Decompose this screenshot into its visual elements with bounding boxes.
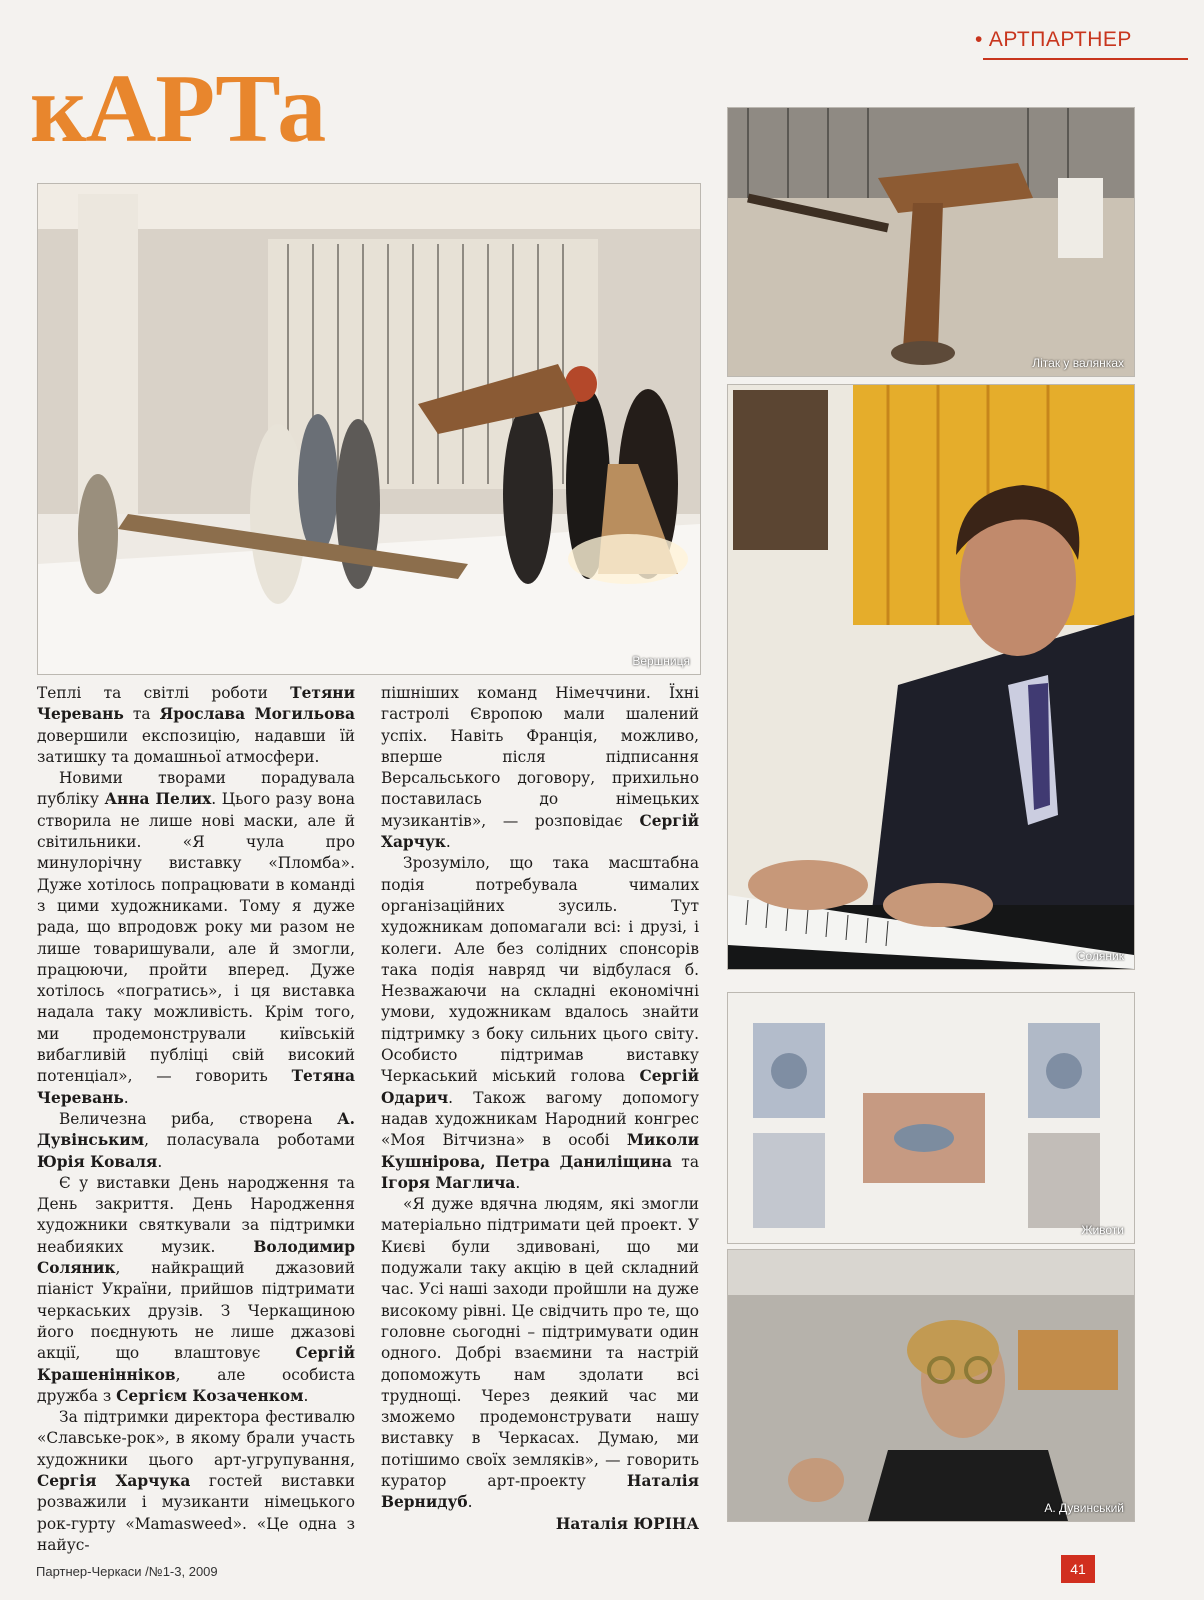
- article-paragraph: [37, 1109, 355, 1173]
- section-label: АРТПАРТНЕР: [988, 28, 1132, 51]
- photo-pianist: [727, 384, 1135, 970]
- photo-main-gallery: [37, 183, 701, 675]
- photo-airplane: [727, 107, 1135, 377]
- paragraph-text: За підтримки директора фестивалю «Славське-рок», в якому брали участь художники цього арт-угрупування,: [37, 1408, 355, 1469]
- article-paragraph: [381, 1194, 699, 1513]
- paragraph-text: . Цього разу вона створила не лише нові маски, але й світильники. «Я чула про минулорічну виставку «Пломба». Дуже хотілось попрацювати в команді з цими художниками. Тому я дуже рада, що впродовж року ми разом не лише товаришували, але й змогли, працюючи, пройти вперед. Дуже хотілось «погратись», і ця виставка надала таку можливість. Крім того, ми продемонстрували київській вибагливій публіці свій високий потенціал», — говорить: [37, 790, 355, 1086]
- photo-artist: [727, 1249, 1135, 1522]
- section-tag: • АРТПАРТНЕР: [975, 28, 1132, 51]
- person-name: Сергій Крашенінніков: [37, 1344, 355, 1384]
- article-paragraph: [37, 683, 355, 768]
- paragraph-text: Величезна риба, створена: [59, 1109, 338, 1128]
- photo-caption: Вершниця: [632, 654, 690, 668]
- artist-portrait-illustration: [728, 1250, 1134, 1521]
- article-paragraph: [37, 1407, 355, 1556]
- person-name: Анна Пелих: [104, 790, 212, 809]
- article-column-1: [37, 683, 355, 1556]
- person-name: Тетяна Черевань: [37, 1067, 355, 1107]
- section-rule: [983, 58, 1188, 60]
- person-name: Сергієм Козаченком: [116, 1386, 304, 1405]
- bellies-artworks-illustration: [728, 993, 1134, 1243]
- paragraph-text: . Також вагому допомогу надав художникам Народний конгрес «Моя Вітчизна» в особі: [381, 1088, 699, 1150]
- gallery-scene-illustration: [38, 184, 700, 674]
- person-name: Тетяни Черевань: [37, 684, 355, 724]
- photo-caption: А. Дувинський: [1044, 1501, 1124, 1515]
- paragraph-text: гостей виставки розважили і музиканти німецького рок-гурту «Mamasweed». «Це одна з найус-: [37, 1471, 355, 1554]
- article-paragraph: [37, 1173, 355, 1407]
- paragraph-text: .: [303, 1386, 309, 1405]
- article-paragraph: [381, 853, 699, 1194]
- person-name: Юрія Коваля: [37, 1152, 158, 1171]
- article-headline: кАРТа: [30, 55, 326, 163]
- person-name: Сергій Харчук: [381, 811, 699, 852]
- paragraph-text: .: [467, 1493, 473, 1512]
- paragraph-text: .: [515, 1173, 521, 1192]
- paragraph-text: .: [157, 1152, 163, 1171]
- airplane-sculpture-illustration: [728, 108, 1134, 376]
- paragraph-text: Теплі та світлі роботи: [37, 684, 291, 702]
- person-name: Сергія Харчука: [37, 1471, 191, 1490]
- paragraph-text: .: [445, 833, 451, 852]
- pianist-illustration: [728, 385, 1134, 969]
- person-name: Наталія Вернидуб: [381, 1471, 699, 1512]
- photo-caption: Животи: [1081, 1223, 1124, 1237]
- paragraph-text: та: [672, 1152, 699, 1171]
- page-number: 41: [1061, 1555, 1095, 1583]
- paragraph-text: , але особиста дружба з: [37, 1365, 355, 1405]
- article-paragraph: [381, 683, 699, 853]
- photo-caption: Літак у валянках: [1032, 356, 1124, 370]
- paragraph-text: Новими творами порадувала публіку: [37, 769, 355, 809]
- paragraph-text: , найкращий джазовий піаніст України, прийшов підтримати черкаських друзів. З Черкащиною його поєднують не лише джазові акції, що влаштовує: [37, 1259, 355, 1363]
- person-name: А. Дувінським: [37, 1109, 355, 1150]
- article-column-2: [381, 683, 699, 1535]
- paragraph-text: Є у виставки День народження та День закриття. День Народження художники святкували за підтримки неабияких музик.: [37, 1173, 355, 1256]
- paragraph-text: пішніших команд Німеччини. Їхні гастролі Європою мали шалений успіх. Навіть Франція, можливо, вперше після підписання Версальського договору, прихильно поставилась до німецьких музикантів», — розповідає: [381, 684, 699, 830]
- publication-info: Партнер-Черкаси /№1-3, 2009: [36, 1564, 218, 1579]
- paragraph-text: , поласувала роботами: [144, 1131, 355, 1150]
- person-name: Миколи Кушнірова, Петра Даниліщина: [381, 1131, 699, 1171]
- person-name: Ярослава Могильова: [159, 705, 355, 724]
- paragraph-text: довершили експозицію, надавши їй затишку та домашньої атмосфери.: [37, 726, 355, 766]
- photo-bellies: [727, 992, 1135, 1244]
- person-name: Сергій Одарич: [381, 1067, 699, 1107]
- paragraph-text: Зрозуміло, що така масштабна подія потребувала чималих організаційних зусиль. Тут художникам допомагали всі: і друзі, і колеги. Але без солідних спонсорів така подія навряд чи відбулася б. Незважаючи на складні економічні умови, художникам вдалось знайти підтримку з боку сильних цього світу. Особисто підтримав виставку Черкаський міський голова: [381, 854, 699, 1086]
- author-signature: Наталія ЮРІНА: [555, 1514, 699, 1533]
- person-name: Ігоря Маглича: [381, 1173, 516, 1192]
- person-name: Володимир Соляник: [37, 1237, 355, 1278]
- paragraph-text: «Я дуже вдячна людям, які змогли матеріально підтримати цей проект. У Києві були здивовані, що ми подужали таку акцію в цей складний час. Усі наші заходи пройшли на дуже високому рівні. Це свідчить про те, що головне сьогодні – підтримувати один одного. Добрі взаємини та настрій допоможуть нам здолати всі труднощі. Через деякий час ми зможемо продемонструвати нашу виставку в Черкасах. Думаю, ми потішимо своїх земляків», — говорить куратор арт-проекту: [381, 1195, 699, 1490]
- photo-caption: Соляник: [1076, 949, 1124, 963]
- article-paragraph: [37, 768, 355, 1109]
- paragraph-text: .: [123, 1088, 129, 1107]
- paragraph-text: та: [123, 705, 160, 724]
